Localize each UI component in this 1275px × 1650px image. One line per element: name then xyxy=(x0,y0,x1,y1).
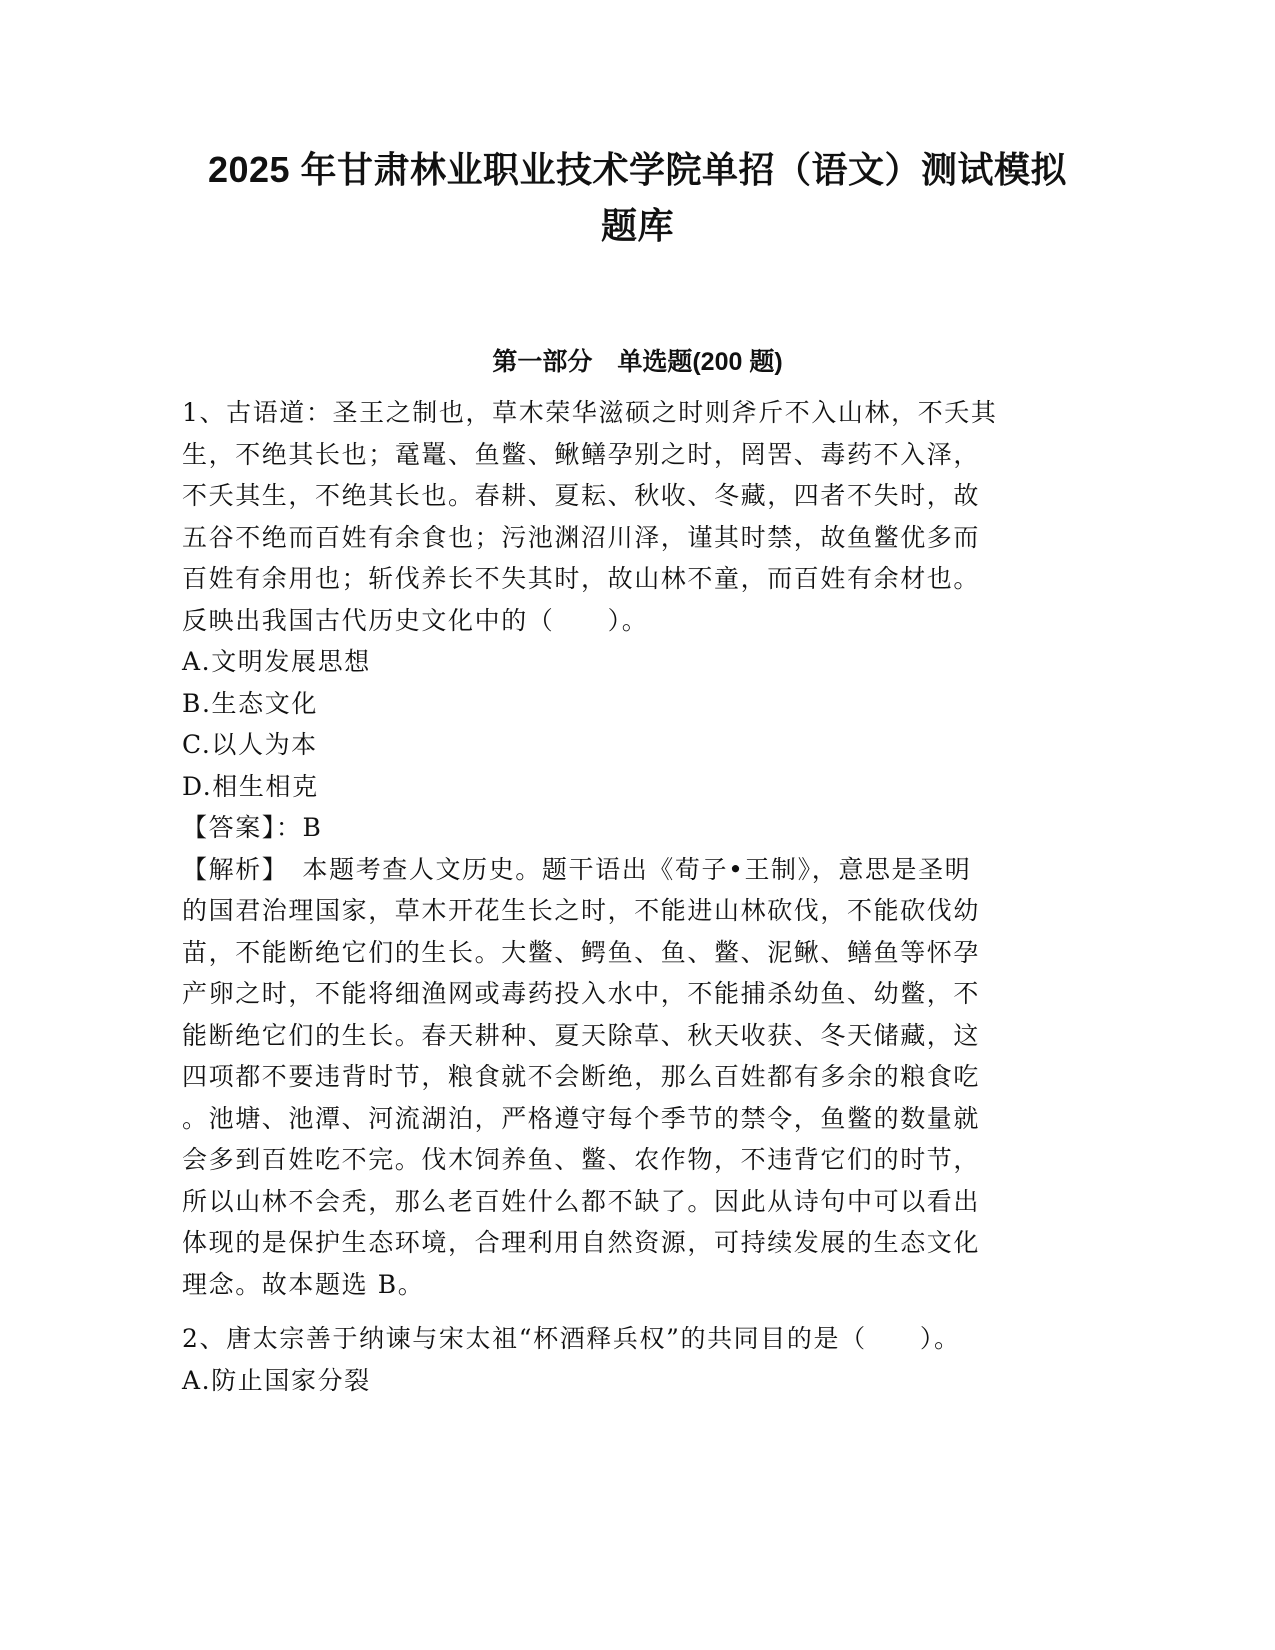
explanation-line: 会多到百姓吃不完。伐木饲养鱼、鳖、农作物，不违背它们的时节， xyxy=(182,1145,981,1174)
option-c: C.以人为本 xyxy=(182,730,318,759)
question-2 xyxy=(182,1318,1082,1401)
option-a: A.防止国家分裂 xyxy=(182,1365,371,1395)
option-b: B.生态文化 xyxy=(182,688,318,718)
title-line-1: 2025 年甘肃林业职业技术学院单招（语文）测试模拟 xyxy=(207,149,1068,190)
document-title xyxy=(180,142,1095,254)
question-stem-line: 百姓有余用也；斩伐养长不失其时，故山林不童，而百姓有余材也。 xyxy=(182,564,981,593)
explanation-line: 体现的是保护生态环境，合理利用自然资源，可持续发展的生态文化 xyxy=(182,1228,981,1257)
explanation-line: 【解析】 本题考查人文历史。题干语出《荀子•王制》，意思是圣明 xyxy=(182,854,972,884)
question-stem-line: 1、古语道：圣王之制也，草木荣华滋硕之时则斧斤不入山林，不夭其 xyxy=(182,398,998,427)
explanation-line: 所以山林不会秃，那么老百姓什么都不缺了。因此从诗句中可以看出 xyxy=(182,1186,981,1216)
option-a: A.文明发展思想 xyxy=(182,647,371,676)
title-line-2: 题库 xyxy=(600,205,674,246)
section-heading: 第一部分 单选题(200 题) xyxy=(492,348,783,376)
question-stem-line: 反映出我国古代历史文化中的（ ）。 xyxy=(182,605,649,635)
explanation-line: 。池塘、池潭、河流湖泊，严格遵守每个季节的禁令，鱼鳖的数量就 xyxy=(182,1103,981,1133)
explanation-line: 四项都不要违背时节，粮食就不会断绝，那么百姓都有多余的粮食吃 xyxy=(182,1062,981,1091)
question-stem-line: 不夭其生，不绝其长也。春耕、夏耘、秋收、冬藏，四者不失时，故 xyxy=(182,481,981,510)
explanation-line: 的国君治理国家，草木开花生长之时，不能进山林砍伐，不能砍伐幼 xyxy=(182,896,981,925)
answer-line: 【答案】：B xyxy=(182,813,323,842)
explanation-line: 苗，不能断绝它们的生长。大鳖、鳄鱼、鱼、鳖、泥鳅、鳝鱼等怀孕 xyxy=(182,937,981,967)
explanation-line: 产卵之时，不能将细渔网或毒药投入水中，不能捕杀幼鱼、幼鳖，不 xyxy=(182,979,981,1008)
explanation-line: 能断绝它们的生长。春天耕种、夏天除草、秋天收获、冬天储藏，这 xyxy=(182,1020,981,1050)
question-1 xyxy=(182,392,1082,1305)
question-stem-line: 五谷不绝而百姓有余食也；污池渊沼川泽，谨其时禁，故鱼鳖优多而 xyxy=(182,522,981,552)
question-stem-line: 生，不绝其长也；鼋鼍、鱼鳖、鳅鳝孕别之时，罔罟、毒药不入泽， xyxy=(182,439,981,469)
explanation-line: 理念。故本题选 B。 xyxy=(182,1269,425,1299)
option-d: D.相生相克 xyxy=(182,771,319,801)
question-stem-line: 2、唐太宗善于纳谏与宋太祖“杯酒释兵权”的共同目的是（ ）。 xyxy=(182,1324,961,1353)
